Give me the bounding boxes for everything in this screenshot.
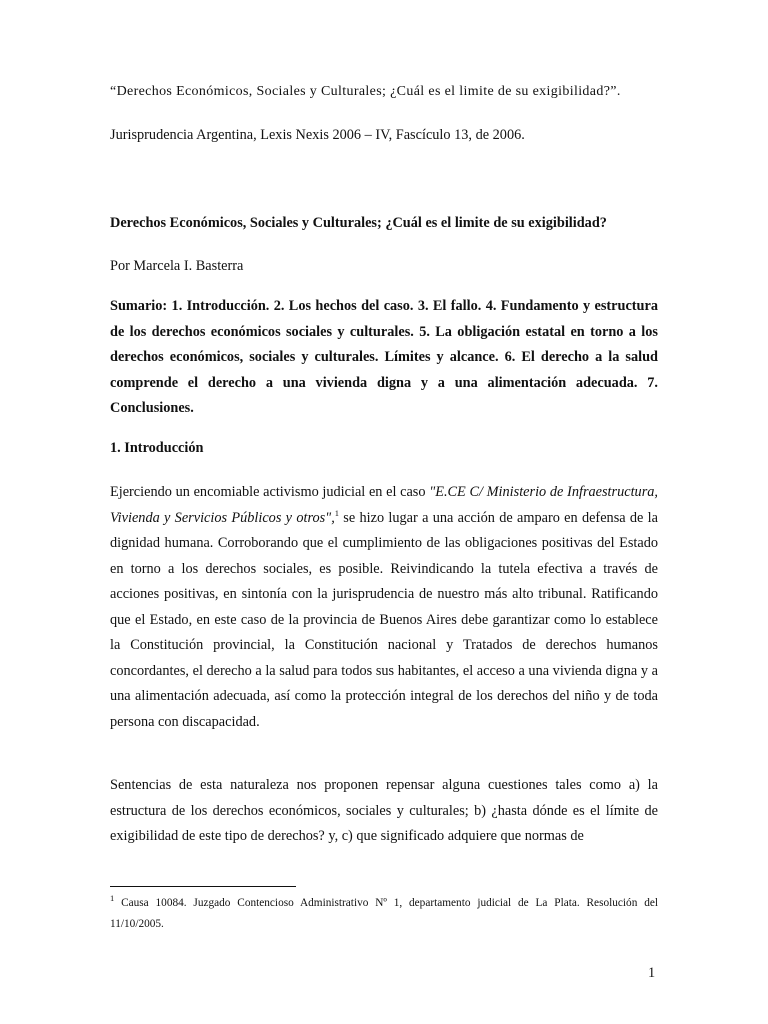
intro-text-start: Ejerciendo un encomiable activismo judicial en el caso — [110, 484, 430, 500]
footnote-divider — [110, 886, 296, 887]
page-number: 1 — [648, 965, 656, 981]
reference-title: “Derechos Económicos, Sociales y Culturales; ¿Cuál es el limite de su exigibilidad?”. — [110, 84, 621, 99]
second-paragraph: Sentencias de esta naturaleza nos proponen repensar alguna cuestiones tales como a) la estructura de los derechos económicos, sociales y culturales; b) ¿hasta dónde es el límite de exigibilidad de este tipo de derechos? y, c) que significado adquiere que normas de — [110, 777, 658, 844]
footnote-text: Causa 10084. Juzgado Contencioso Administrativo Nº 1, departamento judicial de La Plata. Resolución del 11/10/2005. — [110, 897, 658, 930]
reference-source: Jurisprudencia Argentina, Lexis Nexis 2006 – IV, Fascículo 13, de 2006. — [110, 127, 525, 143]
summary-paragraph: Sumario: 1. Introducción. 2. Los hechos del caso. 3. El fallo. 4. Fundamento y estructura de los derechos económicos sociales y culturales. 5. La obligación estatal en torno a los derechos económicos, sociales y culturales. Límites y alcance. 6. El derecho a la salud comprende el derecho a una vivienda digna y a una alimentación adecuada. 7. Conclusiones. — [110, 298, 658, 416]
intro-text-rest: se hizo lugar a una acción de amparo en defensa de la dignidad humana. Corroborando que el cumplimiento de las obligaciones positivas del Estado en torno a los derechos sociales, es posible. Reivindicando la tutela efectiva a través de acciones positivas, en sintonía con la jurisprudencia de nuestro más alto tribunal. Ratificando que el Estado, en este caso de la provincia de Buenos Aires debe garantizar como lo establece la Constitución provincial, la Constitución nacional y Tratados de derechos humanos concordantes, el derecho a la salud para todos sus habitantes, el acceso a una vivienda digna y a una alimentación adecuada, así como la protección integral de los derechos del niño y de toda persona con discapacidad. — [110, 509, 658, 730]
section-heading: 1. Introducción — [110, 440, 204, 456]
footnote-reference[interactable]: 1 — [334, 507, 340, 518]
case-name: "E.CE C/ Ministerio de Infraestructura, Vivienda y Servicios Públicos y otros", — [110, 484, 658, 526]
author-line: Por Marcela I. Basterra — [110, 258, 244, 274]
footnote — [110, 893, 658, 935]
footnote-marker: 1 — [110, 893, 115, 904]
article-title: Derechos Económicos, Sociales y Culturales; ¿Cuál es el limite de su exigibilidad? — [110, 215, 607, 231]
intro-paragraph — [110, 480, 658, 735]
